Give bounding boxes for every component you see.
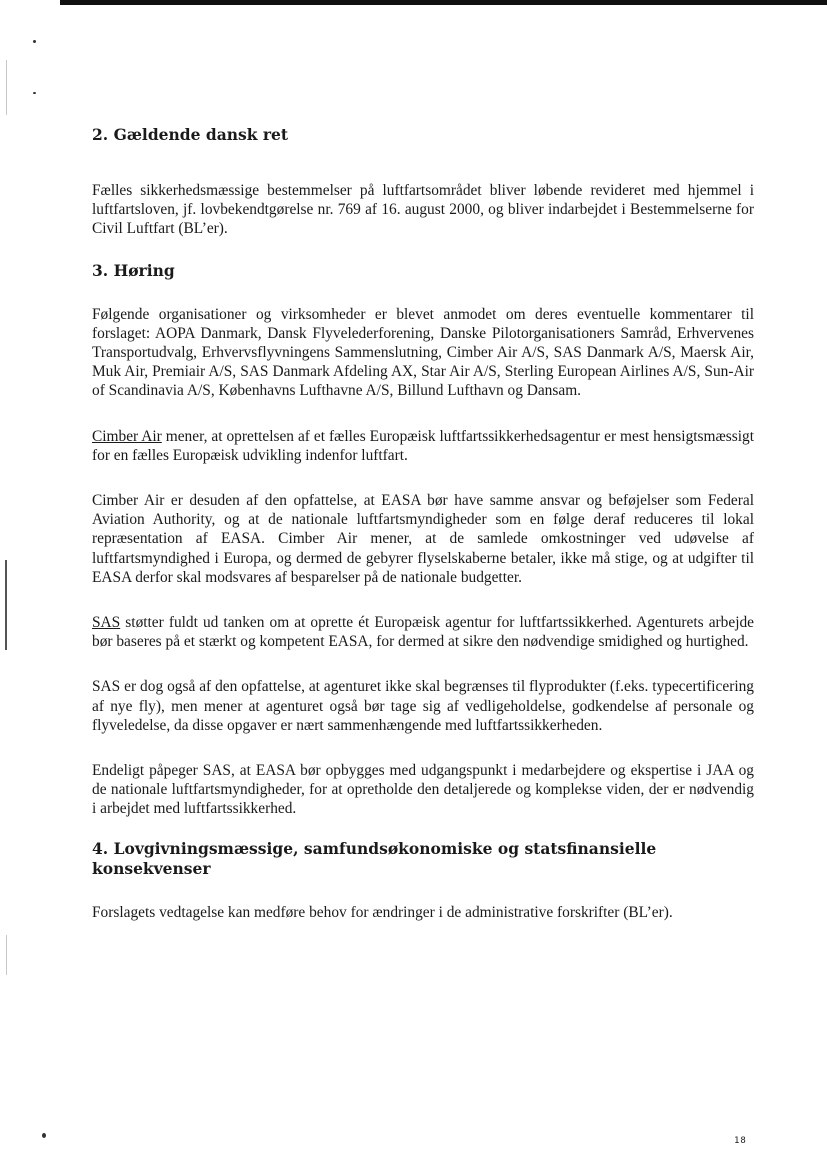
paragraph-sas-opinion-text: støtter fuldt ud tanken om at oprette ét Europæisk agentur for luftfartssikkerhed. Agenturets arbejde bør baseres på et stærkt og kompetent EASA, for dermed at sikre den nødvendige smidighed og hurtighed.	[92, 614, 754, 651]
scan-speck	[33, 92, 36, 94]
section-heading-hoering: 3. Høring	[92, 260, 175, 280]
scan-margin-mark	[6, 60, 7, 115]
paragraph-cimber-air-easa: Cimber Air er desuden af den opfattelse, at EASA bør have samme ansvar og beføjelser som Federal Aviation Authority, og at de nationale luftfartsmyndigheder som en følge deraf reduceres til lokal repræsentation af EASA. Cimber Air mener, at de samlede omkostninger ved udøvelse af luftfartsmyndighed i Europa, og dermed de gebyrer flyselskaberne betaler, ikke må stige, og at udgifter til EASA derfor skal modsvares af besparelser på de nationale budgetter.	[92, 492, 754, 586]
scan-margin-mark	[5, 560, 7, 650]
paragraph-cimber-air-opinion-text: mener, at oprettelsen af et fælles Europæisk luftfartssikkerhedsagentur er mest hensigtsmæssigt for en fælles Europæisk udvikling indenfor luftfart.	[92, 427, 754, 464]
scan-speck	[33, 40, 36, 43]
paragraph-hoering-parties: Følgende organisationer og virksomheder er blevet anmodet om deres eventuelle kommentarer til forslaget: AOPA Danmark, Dansk Flyvelederforening, Danske Pilotorganisationers Samråd, Erhvervenes Transportudvalg, Erhvervsflyvningens Sammenslutning, Cimber Air A/S, SAS Danmark A/S, Maersk Air, Muk Air, Premiair A/S, SAS Danmark Afdeling AX, Star Air A/S, Sterling European Airlines A/S, Sun-Air of Scandinavia A/S, Københavns Lufthavne A/S, Billund Lufthavn og Dansam.	[92, 305, 754, 400]
scan-margin-mark	[6, 935, 7, 975]
section-heading-gaeldende-ret: 2. Gældende dansk ret	[92, 125, 289, 144]
section-heading-konsekvenser: 4. Lovgivningsmæssige, samfundsøkonomiske og statsfinansielle konsekvenser	[92, 838, 657, 878]
underlined-name-cimber-air: Cimber Air	[92, 427, 162, 445]
paragraph-gaeldende-ret: Fælles sikkerhedsmæssige bestemmelser på luftfartsområdet bliver løbende revideret med hjemmel i luftfartsloven, jf. lovbekendtgørelse nr. 769 af 16. august 2000, og bliver indarbejdet i Bestemmelserne for Civil Luftfart (BL’er).	[92, 182, 754, 238]
underlined-name-sas: SAS	[92, 614, 121, 632]
scan-speck	[42, 1133, 46, 1138]
paragraph-cimber-air-opinion	[92, 427, 754, 465]
paragraph-sas-scope: SAS er dog også af den opfattelse, at agenturet ikke skal begrænses til flyprodukter (f.eks. typecertificering af nye fly), men mener at agenturet også bør tage sig af vedligeholdelse, godkendelse af personale og flyveledelse, da disse opgaver er nært sammenhængende med luftfartssikkerheden.	[92, 678, 754, 734]
paragraph-sas-staffing: Endeligt påpeger SAS, at EASA bør opbygges med udgangspunkt i medarbejdere og ekspertise i JAA og de nationale luftfartsmyndigheder, for at opretholde den detaljerede og komplekse viden, der er nødvendig i arbejdet med luftfartssikkerhed.	[92, 762, 754, 818]
page-number: 18	[734, 1136, 747, 1146]
scan-top-edge	[60, 0, 827, 5]
document-page	[92, 125, 754, 922]
paragraph-sas-opinion	[92, 613, 754, 651]
paragraph-konsekvenser: Forslagets vedtagelse kan medføre behov for ændringer i de administrative forskrifter (BL’er).	[92, 903, 673, 921]
